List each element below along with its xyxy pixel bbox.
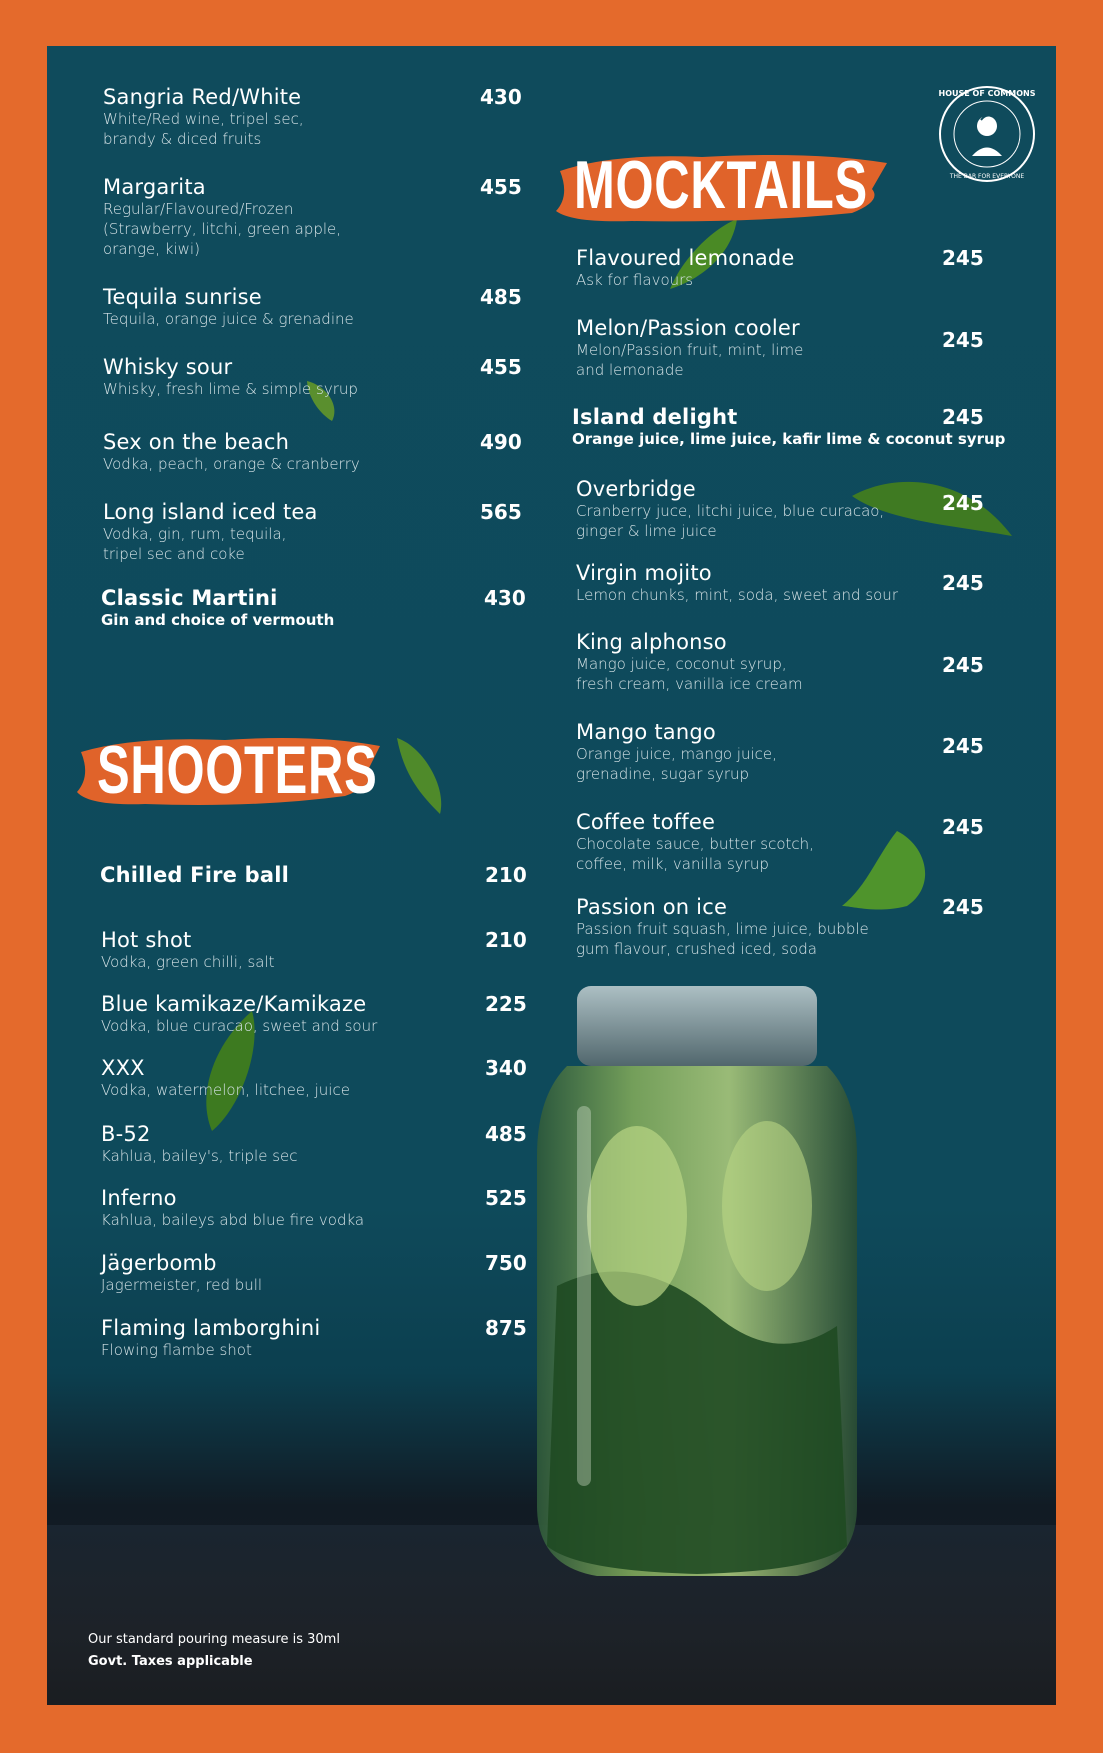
- item-desc: Lemon chunks, mint, soda, sweet and sour: [576, 586, 898, 604]
- menu-panel: [47, 46, 1056, 1705]
- list-item: [101, 1316, 320, 1360]
- item-name: Passion on ice: [576, 895, 728, 919]
- item-name: Virgin mojito: [576, 561, 712, 585]
- svg-text:THE BAR FOR EVERYONE: THE BAR FOR EVERYONE: [949, 173, 1025, 180]
- item-price: 245: [942, 246, 984, 270]
- mint-leaf-icon: [392, 736, 447, 816]
- list-item: [101, 1251, 262, 1295]
- list-item: [101, 586, 334, 630]
- list-item: [576, 810, 814, 874]
- item-price: 750: [485, 1251, 527, 1275]
- item-name: Inferno: [101, 1186, 177, 1210]
- item-price: 455: [480, 175, 522, 199]
- item-name: Sangria Red/White: [103, 85, 302, 109]
- item-price: 210: [485, 928, 527, 952]
- taxes-note: Govt. Taxes applicable: [88, 1654, 253, 1669]
- item-price: 485: [480, 285, 522, 309]
- house-of-commons-logo: [937, 84, 1037, 184]
- list-item: [101, 1056, 350, 1100]
- item-desc: Cranberry juce, litchi juice, blue curacao, ginger & lime juice: [576, 502, 885, 540]
- list-item: [101, 1186, 364, 1230]
- item-price: 245: [942, 895, 984, 919]
- item-desc: Orange juice, mango juice, grenadine, sugar syrup: [576, 745, 777, 783]
- item-desc: Passion fruit squash, lime juice, bubble gum flavour, crushed iced, soda: [576, 920, 869, 958]
- item-desc: Vodka, watermelon, litchee, juice: [101, 1081, 350, 1099]
- item-desc: Vodka, gin, rum, tequila, tripel sec and coke: [103, 525, 287, 563]
- item-desc: Jagermeister, red bull: [101, 1276, 263, 1294]
- list-item: [101, 928, 275, 972]
- item-name: Mango tango: [576, 720, 716, 744]
- item-name: B-52: [101, 1122, 151, 1146]
- item-price: 245: [942, 405, 984, 429]
- item-desc: Mango juice, coconut syrup, fresh cream, vanilla ice cream: [576, 655, 803, 693]
- list-item: [576, 630, 803, 694]
- item-name: Coffee toffee: [576, 810, 716, 834]
- item-desc: White/Red wine, tripel sec, brandy & diced fruits: [103, 110, 304, 148]
- shooters-title: SHOOTERS: [97, 732, 378, 808]
- item-desc: Ask for flavours: [576, 271, 694, 289]
- item-name: Whisky sour: [103, 355, 233, 379]
- item-desc: Vodka, peach, orange & cranberry: [103, 455, 360, 473]
- item-price: 245: [942, 571, 984, 595]
- item-price: 455: [480, 355, 522, 379]
- svg-text:HOUSE OF COMMONS: HOUSE OF COMMONS: [938, 89, 1036, 98]
- item-name: King alphonso: [576, 630, 727, 654]
- item-desc: Flowing flambe shot: [101, 1341, 252, 1359]
- item-price: 485: [485, 1122, 527, 1146]
- item-price: 525: [485, 1186, 527, 1210]
- item-name: Overbridge: [576, 477, 696, 501]
- list-item: [101, 992, 377, 1036]
- mocktails-heading: [552, 141, 892, 229]
- item-name: Margarita: [103, 175, 206, 199]
- mason-jar-image: [517, 986, 877, 1586]
- list-item: [101, 1122, 298, 1166]
- item-desc: Melon/Passion fruit, mint, lime and lemonade: [576, 341, 804, 379]
- list-item: [576, 720, 777, 784]
- item-name: Long island iced tea: [103, 500, 318, 524]
- list-item: [100, 863, 289, 887]
- item-desc: Orange juice, lime juice, kafir lime & coconut syrup: [572, 430, 1006, 448]
- item-desc: Vodka, green chilli, salt: [101, 953, 275, 971]
- item-price: 245: [942, 653, 984, 677]
- list-item: [103, 430, 360, 474]
- list-item: [103, 285, 354, 329]
- item-price: 210: [485, 863, 527, 887]
- item-price: 245: [942, 734, 984, 758]
- list-item: [576, 246, 795, 290]
- list-item: [576, 477, 884, 541]
- item-price: 875: [485, 1316, 527, 1340]
- list-item: [572, 405, 1005, 449]
- item-price: 340: [485, 1056, 527, 1080]
- item-price: 565: [480, 500, 522, 524]
- item-price: 430: [484, 586, 526, 610]
- item-name: Tequila sunrise: [103, 285, 262, 309]
- item-desc: Kahlua, bailey's, triple sec: [101, 1147, 298, 1165]
- list-item: [576, 561, 898, 605]
- item-price: 430: [480, 85, 522, 109]
- list-item: [103, 175, 341, 259]
- item-desc: Gin and choice of vermouth: [101, 611, 335, 629]
- item-desc: Regular/Flavoured/Frozen (Strawberry, litchi, green apple, orange, kiwi): [103, 200, 342, 258]
- list-item: [103, 85, 304, 149]
- item-price: 490: [480, 430, 522, 454]
- pouring-measure-note: Our standard pouring measure is 30ml: [88, 1632, 340, 1647]
- item-name: Classic Martini: [101, 586, 278, 610]
- list-item: [576, 316, 803, 380]
- item-price: 245: [942, 328, 984, 352]
- list-item: [576, 895, 869, 959]
- item-desc: Kahlua, baileys abd blue fire vodka: [101, 1211, 365, 1229]
- item-name: Blue kamikaze/Kamikaze: [101, 992, 367, 1016]
- item-desc: Vodka, blue curacao, sweet and sour: [101, 1017, 378, 1035]
- mocktails-title: MOCKTAILS: [574, 147, 868, 223]
- item-name: XXX: [101, 1056, 145, 1080]
- item-name: Melon/Passion cooler: [576, 316, 800, 340]
- item-name: Flaming lamborghini: [101, 1316, 321, 1340]
- item-price: 225: [485, 992, 527, 1016]
- list-item: [103, 355, 358, 399]
- item-name: Sex on the beach: [103, 430, 290, 454]
- item-desc: Tequila, orange juice & grenadine: [103, 310, 354, 328]
- item-desc: Chocolate sauce, butter scotch, coffee, milk, vanilla syrup: [576, 835, 814, 873]
- item-name: Jägerbomb: [101, 1251, 217, 1275]
- item-name: Flavoured lemonade: [576, 246, 795, 270]
- item-name: Island delight: [572, 405, 738, 429]
- item-price: 245: [942, 491, 984, 515]
- list-item: [103, 500, 318, 564]
- shooters-heading: [75, 726, 385, 814]
- item-price: 245: [942, 815, 984, 839]
- item-desc: Whisky, fresh lime & simple syrup: [103, 380, 358, 398]
- item-name: Hot shot: [101, 928, 192, 952]
- item-name: Chilled Fire ball: [100, 863, 289, 887]
